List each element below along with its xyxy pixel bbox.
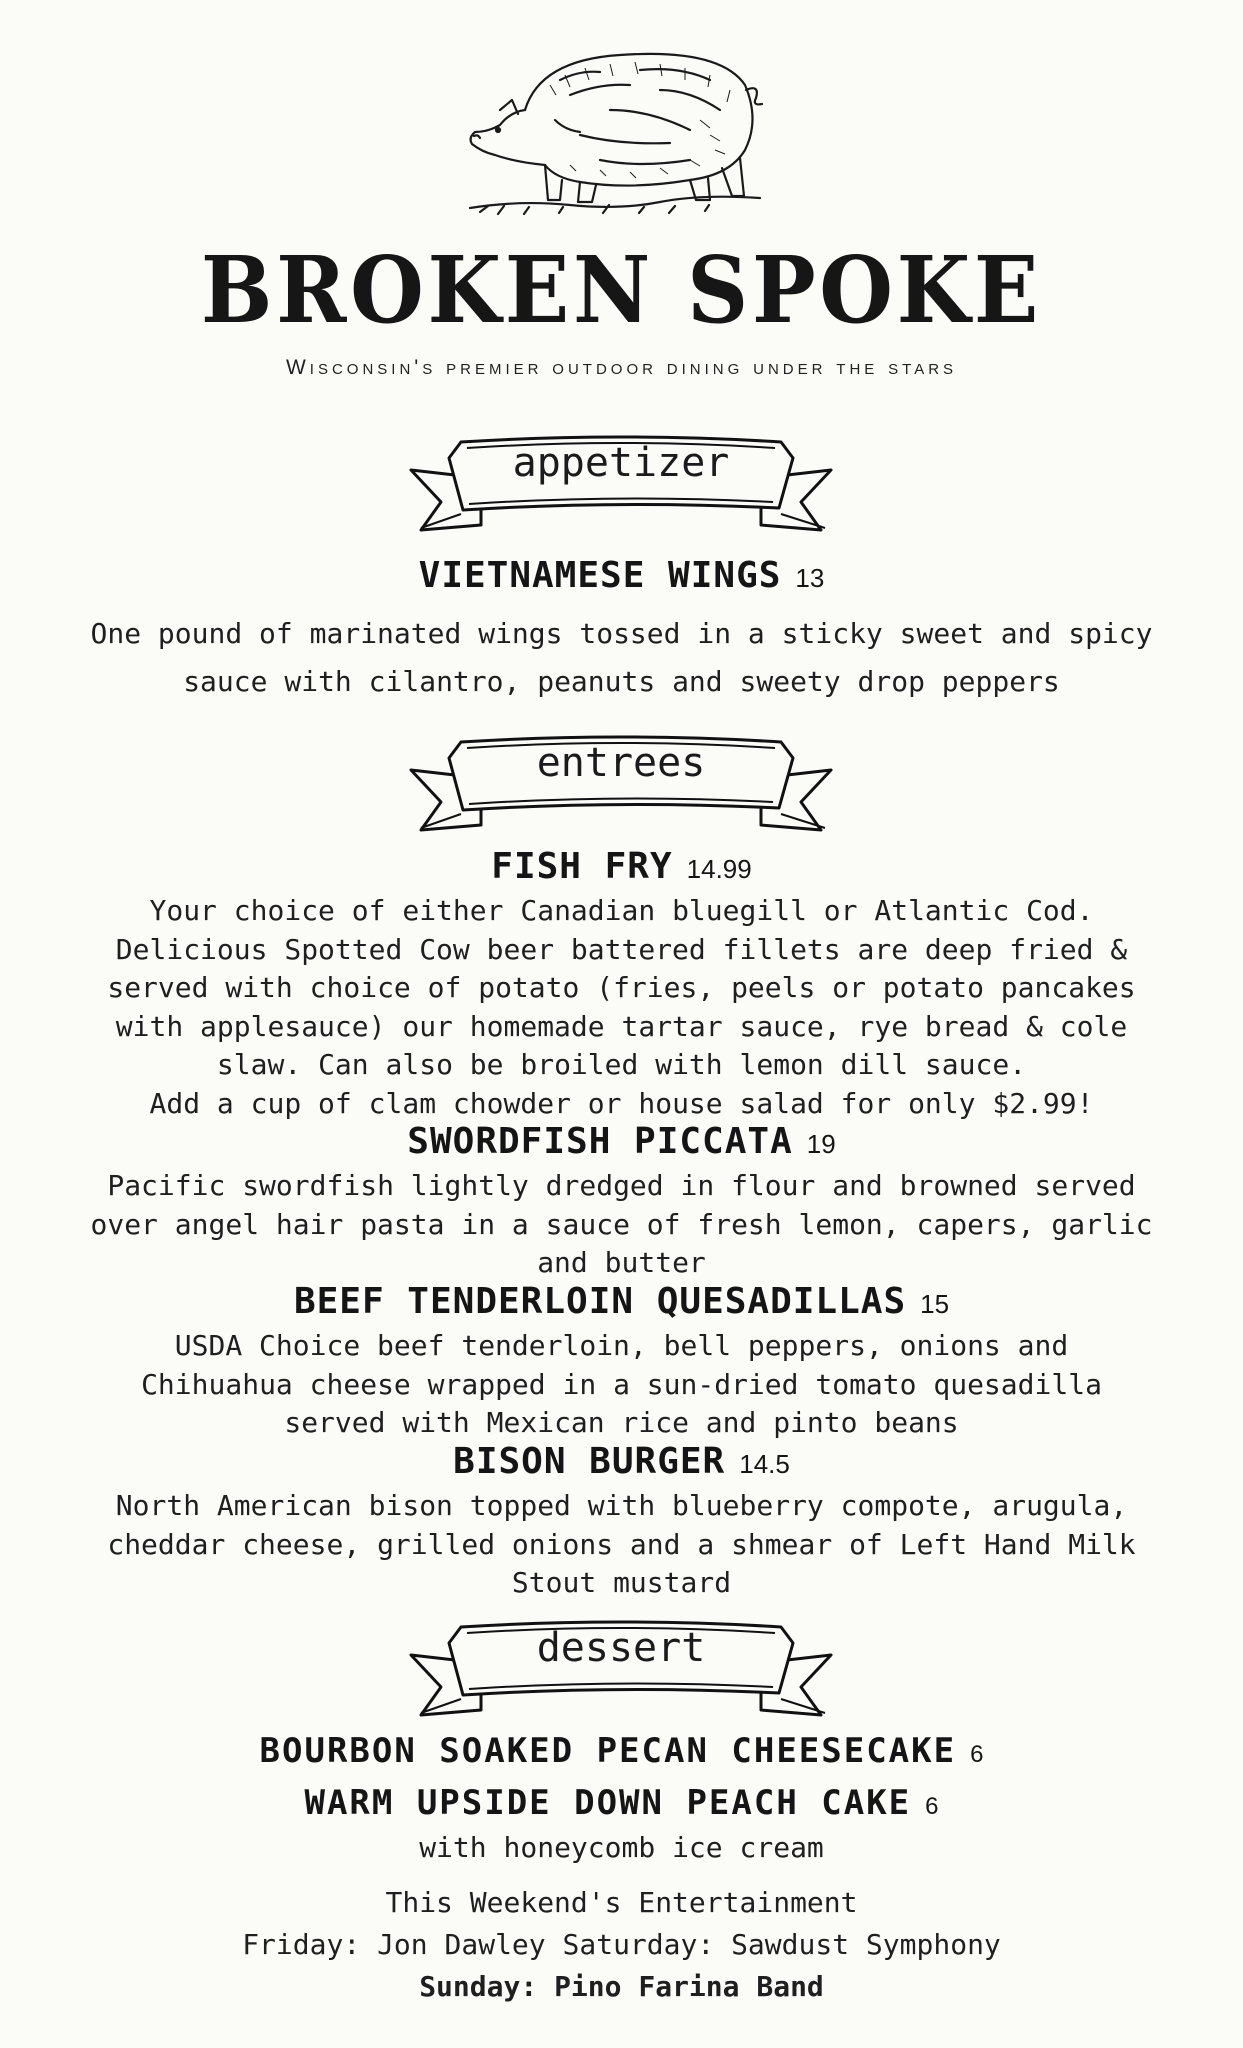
restaurant-name: BROKEN SPOKE xyxy=(200,236,1043,344)
item-name: FISH FRY xyxy=(491,846,673,887)
item-title-row xyxy=(60,1119,1183,1167)
dessert-banner xyxy=(401,1615,841,1725)
item-description xyxy=(60,1830,1183,1866)
menu-item xyxy=(60,1119,1183,1283)
appetizer-banner xyxy=(401,430,841,540)
item-name: BEEF TENDERLOIN QUESADILLAS xyxy=(293,1281,907,1322)
item-title-row xyxy=(60,1780,1183,1830)
item-name: BOURBON SOAKED PECAN CHEESECAKE xyxy=(259,1731,957,1771)
item-price: 6 xyxy=(925,1793,939,1820)
menu-item xyxy=(60,1279,1183,1443)
appetizer-section-label: appetizer xyxy=(512,440,730,486)
menu-item xyxy=(60,1728,1183,1778)
description-line: USDA Choice beef tenderloin, bell peppers, onions and xyxy=(174,1329,1069,1362)
menu-item xyxy=(60,1439,1183,1603)
entertainment-heading: This Weekend's Entertainment xyxy=(385,1886,858,1919)
description-line: Pacific swordfish lightly dredged in flour and browned served xyxy=(107,1169,1136,1202)
item-price: 14.5 xyxy=(739,1449,790,1479)
description-line: Chihuahua cheese wrapped in a sun-dried tomato quesadilla xyxy=(141,1367,1102,1401)
item-description xyxy=(60,1327,1183,1443)
description-line: sauce with cilantro, peanuts and sweety drop peppers xyxy=(183,665,1060,698)
menu-item xyxy=(60,1780,1183,1866)
item-price: 14.99 xyxy=(686,854,752,884)
description-line: with honeycomb ice cream xyxy=(419,1831,824,1864)
menu-item xyxy=(60,844,1183,1123)
description-line: Add a cup of clam chowder or house salad for only $2.99! xyxy=(149,1086,1094,1120)
description-line: Stout mustard xyxy=(511,1566,732,1599)
item-description xyxy=(60,892,1183,1123)
description-line: slaw. Can also be broiled with lemon dill sauce. xyxy=(216,1048,1027,1081)
item-price: 13 xyxy=(795,563,825,593)
description-line: Delicious Spotted Cow beer battered fillets are deep fried & xyxy=(115,932,1128,966)
item-price: 19 xyxy=(806,1129,836,1159)
description-line: Your choice of either Canadian bluegill or Atlantic Cod. xyxy=(149,894,1094,927)
description-line: and butter xyxy=(537,1246,706,1279)
entertainment-line: Sunday: Pino Farina Band xyxy=(419,1970,824,2003)
entrees-section-label: entrees xyxy=(536,740,706,786)
item-description xyxy=(60,1487,1183,1603)
item-name: VIETNAMESE WINGS xyxy=(418,555,782,596)
description-line: served with Mexican rice and pinto beans xyxy=(284,1406,959,1439)
dessert-section-label: dessert xyxy=(536,1625,706,1671)
description-line: North American bison topped with blueberry compote, arugula, xyxy=(115,1489,1128,1522)
item-name: BISON BURGER xyxy=(453,1441,726,1482)
entertainment-section xyxy=(60,1882,1183,2008)
item-description xyxy=(60,1167,1183,1283)
description-line: with applesauce) our homemade tartar sauce, rye bread & cole xyxy=(115,1009,1128,1043)
item-price: 6 xyxy=(970,1741,984,1768)
description-line: One pound of marinated wings tossed in a sticky sweet and spicy xyxy=(90,617,1153,650)
description-line: served with choice of potato (fries, peels or potato pancakes xyxy=(107,971,1136,1004)
item-title-row xyxy=(60,552,1183,602)
item-title-row xyxy=(60,1439,1183,1487)
description-line: cheddar cheese, grilled onions and a shmear of Left Hand Milk xyxy=(107,1527,1136,1561)
item-name: SWORDFISH PICCATA xyxy=(407,1121,793,1162)
pig-illustration-icon xyxy=(460,40,780,225)
menu-item xyxy=(60,552,1183,706)
item-description xyxy=(60,610,1183,706)
item-title-row xyxy=(60,844,1183,892)
description-line: over angel hair pasta in a sauce of fresh lemon, capers, garlic xyxy=(90,1207,1153,1241)
entrees-banner xyxy=(401,730,841,840)
item-title-row xyxy=(60,1279,1183,1327)
entertainment-line: Friday: Jon Dawley Saturday: Sawdust Symphony xyxy=(242,1928,1001,1961)
item-name: WARM UPSIDE DOWN PEACH CAKE xyxy=(304,1783,912,1823)
item-price: 15 xyxy=(920,1289,950,1319)
tagline: Wisconsin's premier outdoor dining under the stars xyxy=(285,356,958,379)
item-title-row xyxy=(60,1728,1183,1778)
